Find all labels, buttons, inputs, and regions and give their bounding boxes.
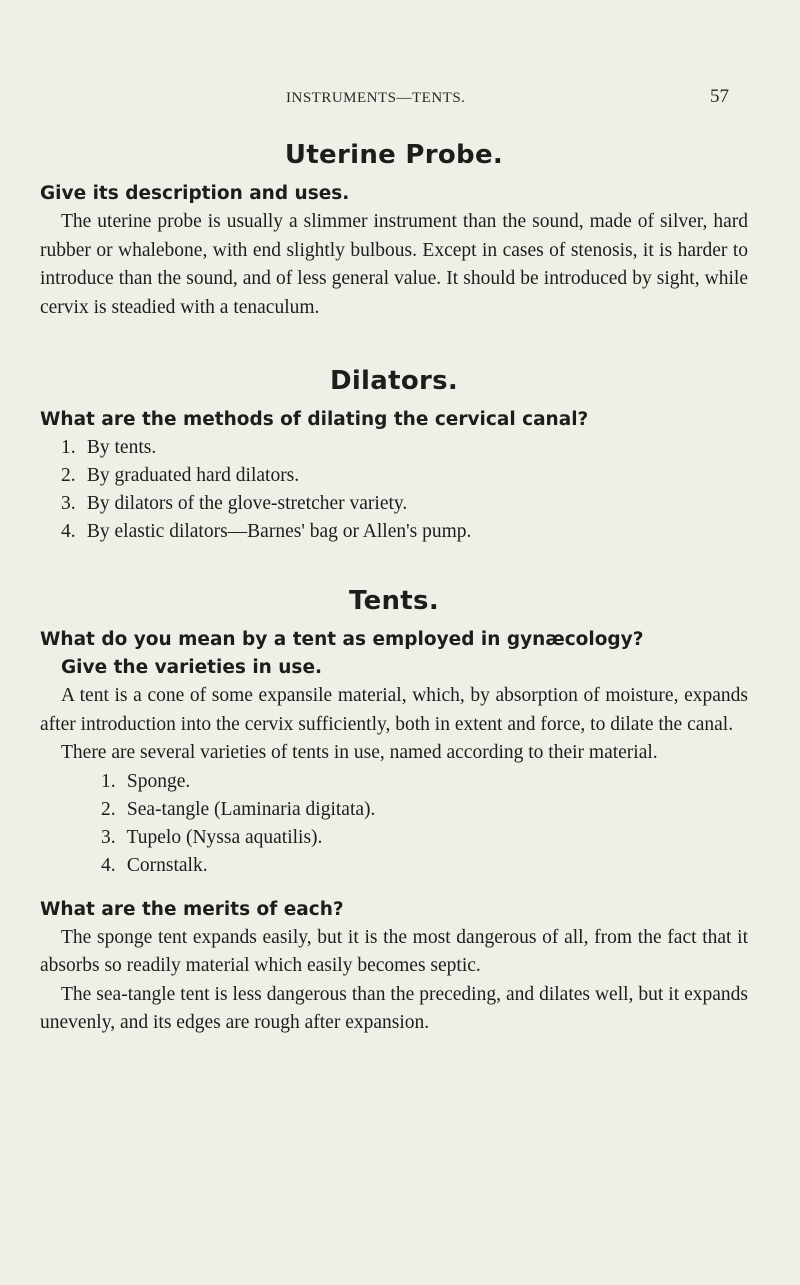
paragraph-tent-definition: A tent is a cone of some expansile material, which, by absorption of moisture, expands after introduction into the cervix sufficiently, both in extent and force, to dilate the canal. bbox=[40, 685, 748, 735]
paragraph-sponge-tent: The sponge tent expands easily, but it is the most dangerous of all, from the fact that it absorbs so readily material which easily becomes septic. bbox=[40, 926, 748, 976]
section-title-tents: Tents. bbox=[348, 586, 439, 616]
question-dilating-methods: What are the methods of dilating the cervical canal? bbox=[40, 409, 589, 430]
section-title-dilators: Dilators. bbox=[329, 366, 459, 396]
list-item: 1. By tents. bbox=[61, 437, 157, 458]
spacer bbox=[40, 880, 748, 896]
list-item: 4. Cornstalk. bbox=[101, 854, 208, 876]
list-item: 3. By dilators of the glove-stretcher variety. bbox=[61, 493, 408, 514]
section-title-uterine-probe: Uterine Probe. bbox=[284, 140, 504, 170]
question-tent-definition: What do you mean by a tent as employed in gynæcology? bbox=[40, 629, 644, 650]
list-item: 4. By elastic dilators—Barnes' bag or Allen's pump. bbox=[61, 521, 472, 542]
page-content bbox=[40, 140, 748, 1038]
question-tent-varieties: Give the varieties in use. bbox=[61, 657, 323, 678]
question-tent-merits: What are the merits of each? bbox=[40, 898, 344, 920]
dilating-methods-list bbox=[40, 434, 748, 546]
paragraph-probe-description: The uterine probe is usually a slimmer instrument than the sound, made of silver, hard rubber or whalebone, with end slightly bulbous. Except in cases of stenosis, it is harder to introduce than the sound, and of less general value. It should be introduced by sight, while cervix is steadied with a tenaculum. bbox=[40, 211, 748, 318]
list-item: 2. Sea-tangle (Laminaria digitata). bbox=[101, 798, 376, 820]
list-item: 2. By graduated hard dilators. bbox=[61, 465, 300, 486]
paragraph-tent-varieties: There are several varieties of tents in use, named according to their material. bbox=[61, 742, 658, 763]
paragraph-sea-tangle-tent: The sea-tangle tent is less dangerous than the preceding, and dilates well, but it expands unevenly, and its edges are rough after expansion. bbox=[40, 983, 748, 1033]
question-probe-description: Give its description and uses. bbox=[40, 183, 350, 204]
list-item: 3. Tupelo (Nyssa aquatilis). bbox=[101, 826, 323, 848]
page-number: 57 bbox=[710, 86, 729, 107]
tent-varieties-list bbox=[40, 768, 748, 880]
running-head: INSTRUMENTS—TENTS. bbox=[286, 90, 466, 106]
spacer bbox=[40, 546, 748, 586]
spacer bbox=[40, 322, 748, 366]
list-item: 1. Sponge. bbox=[101, 770, 191, 792]
